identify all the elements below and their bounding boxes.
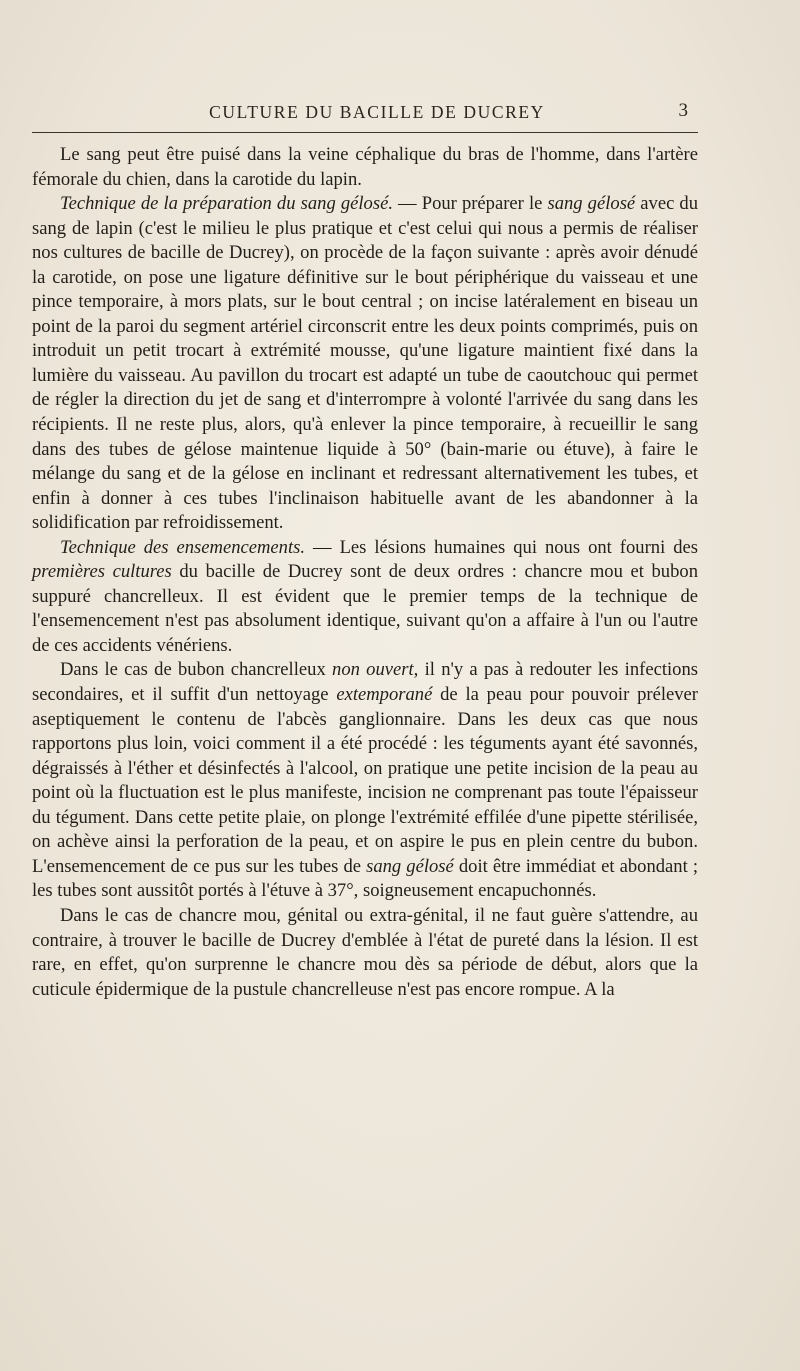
italic-text: sang gélosé — [547, 193, 636, 215]
paragraph — [32, 192, 698, 536]
italic-text: extemporané — [336, 684, 433, 706]
text-segment: Le sang peut être puisé dans la veine céphalique du bras de l'homme, dans l'artère fémorale du chien, dans la carotide du lapin. — [32, 144, 698, 190]
text-segment: Dans le cas de chancre mou, génital ou extra-génital, il ne faut guère s'attendre, au contraire, à trouver le bacille de Ducrey d'emblée à l'état de pureté dans la lésion. Il est rare, en effet, qu'on surprenne le chancre mou dès sa période de début, alors que la cuticule épidermique de la pustule chancrelleuse n'est pas encore rompue. A la — [32, 904, 698, 1000]
text-segment: du bacille de Ducrey sont de deux ordres : chancre mou et bubon suppuré chancrelleux. Il est évident que le premier temps de la technique de l'ensemencement n'est pas absolument identique, suivant qu'on a affaire à l'un ou l'autre de ces accidents vénériens. — [32, 561, 698, 656]
text-segment: avec du sang de lapin (c'est le milieu le plus pratique et c'est celui qui nous a permis de réaliser nos cultures de bacille de Ducrey), on procède de la façon suivante : après avoir dénudé la carotide, on pose une ligature définitive sur le bout périphérique du vaisseau et une pince temporaire, à mors plats, sur le bout central ; on incise latéralement en biseau un point de la paroi du segment artériel circonscrit entre les deux points comprimés, puis on introduit un petit trocart à extrémité mousse, qu'une ligature maintient fixé dans la lumière du vaisseau. Au pavillon du trocart est adapté un tube de caoutchouc qui permet de régler la direction du jet de sang et d'interrompre à volonté l'arrivée du sang dans les récipients. Il ne reste plus, alors, qu'à enlever la pince temporaire, à recueillir le sang dans des tubes de gélose maintenue liquide à 50° (bain-marie ou étuve), à faire le mélange du sang et de la gélose en inclinant et redressant alternativement les tubes, et enfin à donner à ces tubes l'inclinaison habituelle avant de les abandonner à la solidification par refroidissement. — [32, 193, 699, 534]
italic-text: Technique de la préparation du sang gélosé. — [60, 193, 393, 215]
running-title: CULTURE DU BACILLE DE DUCREY — [209, 102, 545, 122]
paragraph — [32, 536, 698, 659]
text-segment: — Pour préparer le — [392, 193, 548, 215]
text-segment: il n'y a pas à redouter les infections secondaires, et il suffit d'un nettoyage — [32, 659, 698, 706]
header-rule — [32, 132, 698, 133]
running-head — [32, 96, 688, 132]
paragraph — [32, 904, 698, 1002]
italic-text: non ouvert, — [332, 659, 419, 681]
italic-text: sang gélosé — [366, 855, 454, 877]
italic-text: Technique des ensemencements. — [60, 536, 306, 558]
body-text — [32, 143, 698, 1002]
text-segment: de la peau pour pouvoir prélever aseptiquement le contenu de l'abcès ganglionnaire. Dans les deux cas que nous rapportons plus loin, voici comment il a été procédé : les téguments ayant été savonnés, dégraissés à l'éther et désinfectés à l'alcool, on pratique une petite incision de la peau au point où la fluctuation est le plus manifeste, incision ne comprenant pas toute l'épaisseur du tégument. Dans cette petite plaie, on plonge l'extrémité effilée d'une pipette stérilisée, on achève ainsi la perforation de la peau, et on aspire le pus en plein centre du bubon. L'ensemencement de ce pus sur les tubes de — [32, 684, 698, 877]
italic-text: premières cultures — [32, 561, 172, 583]
text-segment: Dans le cas de bubon chancrelleux — [60, 659, 333, 681]
paragraph — [32, 143, 698, 192]
text-segment: — Les lésions humaines qui nous ont fourni des — [305, 536, 698, 558]
page-number: 3 — [678, 100, 688, 121]
book-page — [32, 96, 699, 1002]
text-segment: doit être immédiat et abondant ; les tubes sont aussitôt portés à l'étuve à 37°, soigneusement encapuchonnés. — [32, 855, 698, 902]
paragraph — [32, 658, 698, 903]
